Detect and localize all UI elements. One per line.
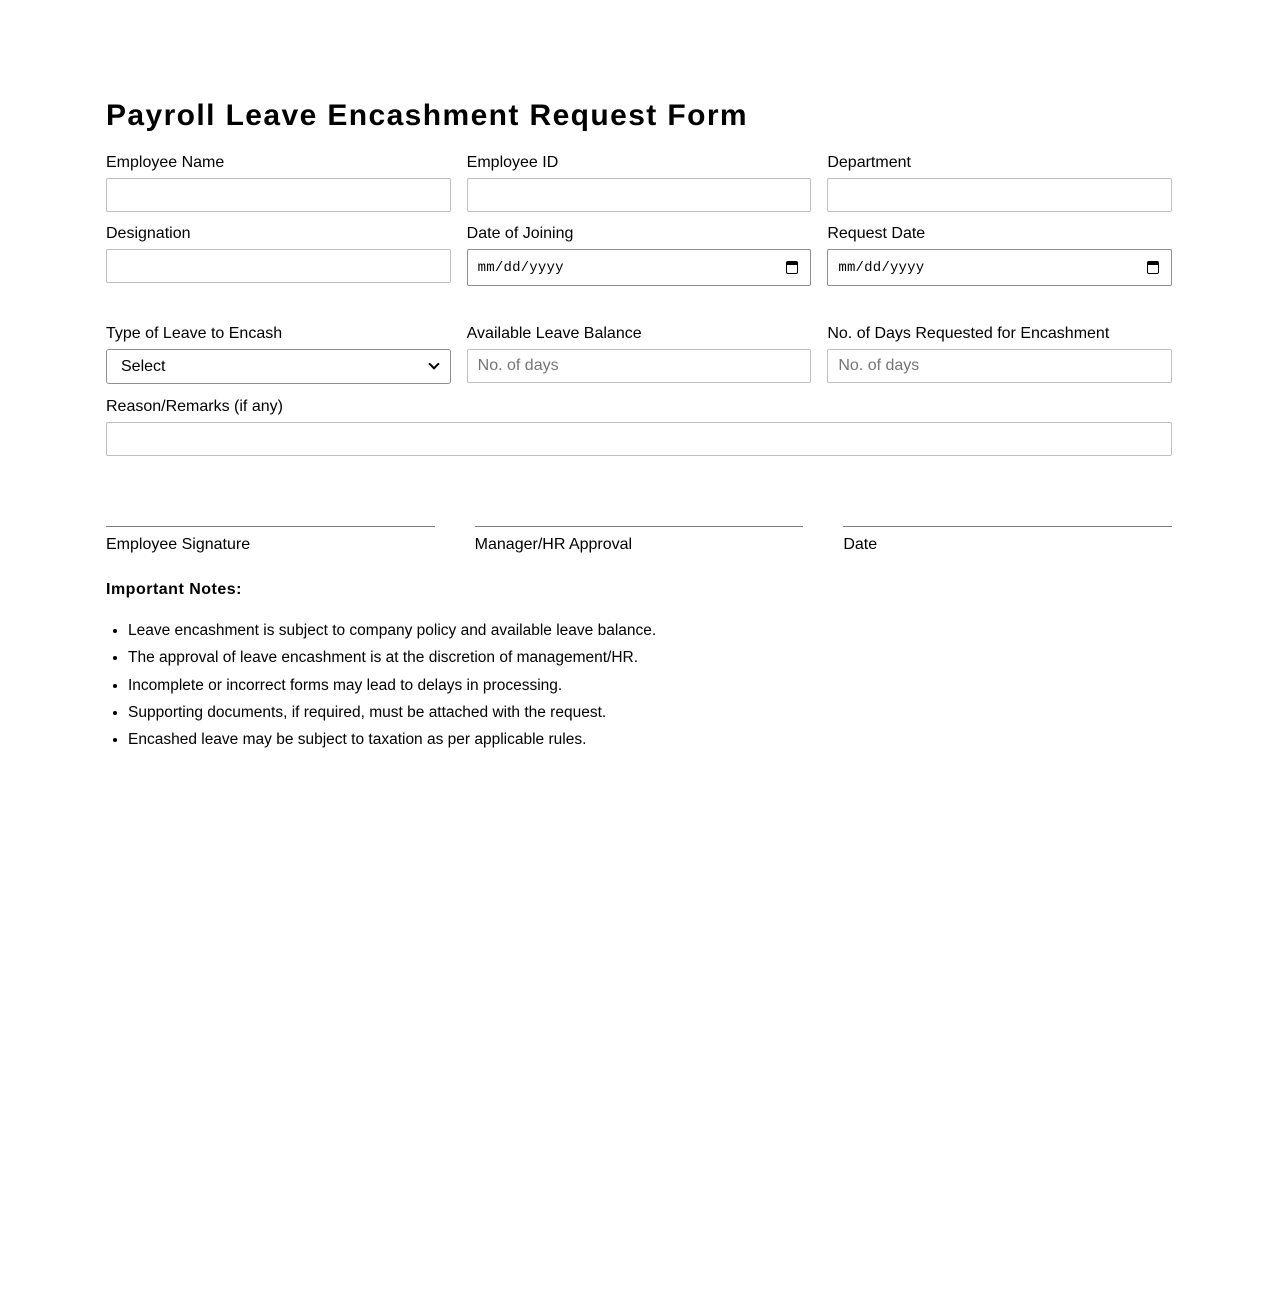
department-label: Department [827, 154, 911, 171]
list-item: • Encashed leave may be subject to taxation as per applicable rules. [128, 731, 1172, 749]
signature-line [843, 526, 1172, 527]
available-balance-label: Available Leave Balance [466, 325, 642, 342]
available-balance-field-group [467, 325, 812, 384]
calendar-icon[interactable] [1147, 261, 1159, 274]
date-signature-label: Date [843, 536, 878, 553]
designation-label: Designation [106, 225, 191, 242]
designation-field-group [106, 225, 451, 286]
signature-line [475, 526, 804, 527]
available-balance-placeholder: No. of days [477, 357, 559, 374]
employee-name-label: Employee Name [106, 154, 225, 171]
reason-field-group [106, 398, 1172, 456]
department-input[interactable] [827, 178, 1172, 212]
request-date-input[interactable] [827, 249, 1172, 286]
request-date-field-group [827, 225, 1172, 286]
employee-name-field-group [106, 154, 451, 212]
form-row-4 [106, 398, 1172, 456]
date-of-joining-field-group [467, 225, 812, 286]
list-item: • Leave encashment is subject to company policy and available leave balance. [128, 622, 1172, 640]
designation-input[interactable] [106, 249, 451, 283]
days-requested-label: No. of Days Requested for Encashment [827, 325, 1110, 342]
department-field-group [827, 154, 1172, 212]
approval-signature-label: Manager/HR Approval [474, 536, 633, 553]
calendar-icon[interactable] [786, 261, 798, 274]
employee-signature-block [106, 526, 435, 554]
reason-input[interactable] [106, 422, 1172, 456]
days-requested-field-group [827, 325, 1172, 384]
leave-type-select[interactable] [106, 349, 451, 384]
form-row-3 [106, 325, 1172, 384]
date-of-joining-label: Date of Joining [466, 225, 574, 242]
list-item: • Incomplete or incorrect forms may lead to delays in processing. [128, 677, 1172, 695]
days-requested-input[interactable] [827, 349, 1172, 383]
form-row-1 [106, 154, 1172, 212]
employee-id-input[interactable] [467, 178, 812, 212]
signature-row [106, 526, 1172, 554]
list-item: • The approval of leave encashment is at the discretion of management/HR. [128, 649, 1172, 667]
form-row-2 [106, 225, 1172, 286]
chevron-down-icon [428, 358, 439, 369]
notes-title: Important Notes: [106, 581, 242, 598]
leave-type-selected-value: Select [121, 357, 166, 375]
request-date-value: mm/dd/yyyy [838, 259, 925, 276]
approval-signature-block [475, 526, 804, 554]
date-of-joining-input[interactable] [467, 249, 812, 286]
page-title: Payroll Leave Encashment Request Form [106, 99, 748, 132]
list-item: • Supporting documents, if required, must be attached with the request. [128, 704, 1172, 722]
request-date-label: Request Date [827, 225, 926, 242]
days-requested-placeholder: No. of days [838, 357, 920, 374]
form-container [106, 96, 1172, 758]
leave-type-field-group [106, 325, 451, 384]
date-signature-block [843, 526, 1172, 554]
signature-line [106, 526, 435, 527]
reason-label: Reason/Remarks (if any) [106, 398, 283, 415]
employee-id-field-group [467, 154, 812, 212]
notes-list [106, 622, 1172, 749]
employee-id-label: Employee ID [466, 154, 559, 171]
available-balance-input[interactable] [467, 349, 812, 383]
employee-signature-label: Employee Signature [106, 536, 251, 553]
employee-name-input[interactable] [106, 178, 451, 212]
leave-type-label: Type of Leave to Encash [106, 325, 283, 342]
date-of-joining-value: mm/dd/yyyy [477, 259, 564, 276]
